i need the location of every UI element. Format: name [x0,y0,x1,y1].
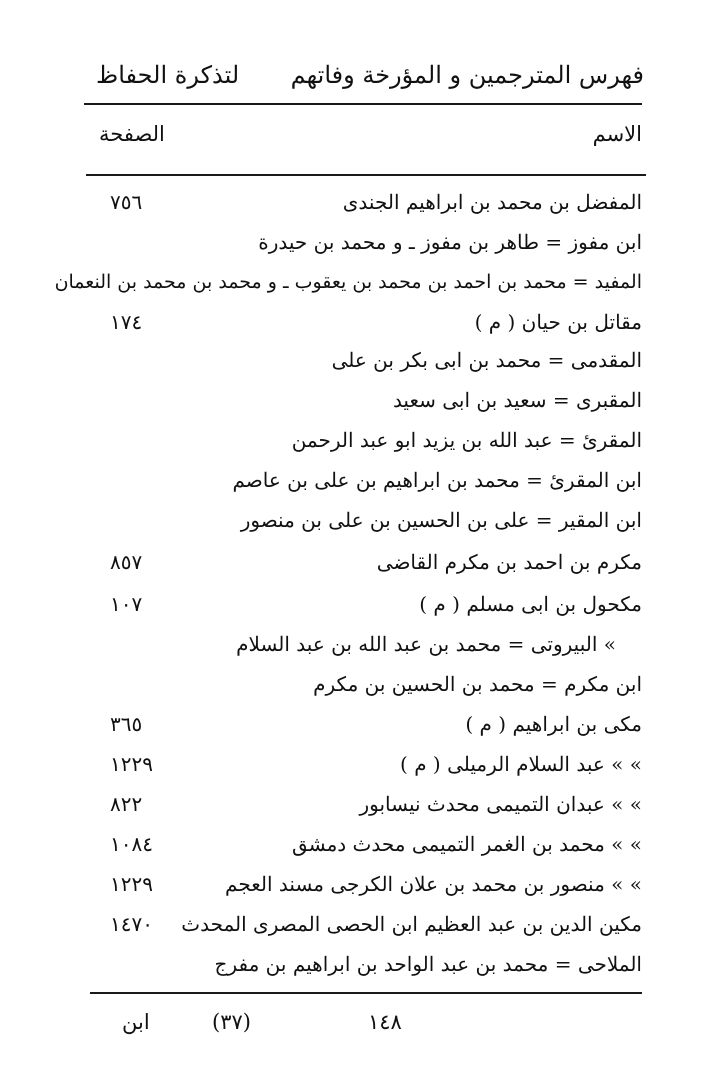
running-title: فهرس المترجمين و المؤرخة وفاتهم [290,61,644,89]
entry-page: ٣٦٥ [110,712,143,736]
entry-page: ١٢٢٩ [110,872,153,896]
entry-name: » » منصور بن محمد بن علان الكرجى مسند العجم [225,872,642,896]
index-entry [0,744,726,784]
index-entry [0,704,726,744]
entry-name: مكرم بن احمد بن مكرم القاضى [376,550,642,574]
index-entry [0,542,726,582]
entry-name: المفضل بن محمد بن ابراهيم الجندى [342,190,642,214]
entry-name: ابن مفوز = طاهر بن مفوز ـ و محمد بن حيدرة [258,230,642,254]
entry-page: ٨٥٧ [110,550,143,574]
column-header-rule [86,174,646,176]
entry-name: » » محمد بن الغمر التميمى محدث دمشق [292,832,642,856]
entry-name: مكحول بن ابى مسلم ( م ) [419,592,642,616]
index-entry [0,784,726,824]
entry-page: ٨٢٢ [110,792,143,816]
entry-name: ابن المقرئ = محمد بن ابراهيم بن على بن عاصم [232,468,642,492]
index-entry [0,904,726,944]
index-entry [0,302,726,342]
index-entry [0,340,726,380]
entry-name: الملاحى = محمد بن عبد الواحد بن ابراهيم بن مفرج [214,952,642,976]
entry-name: مقاتل بن حيان ( م ) [474,310,642,334]
entry-name: المفيد = محمد بن احمد بن محمد بن يعقوب ـ و محمد بن محمد بن النعمان [54,271,642,293]
signature-mark: (٣٧) [212,1010,251,1034]
entry-page: ١٧٤ [110,310,143,334]
index-entry [0,380,726,420]
column-header-page: الصفحة [99,122,165,146]
entry-name: » » عبدان التميمى محدث نيسابور [359,792,642,816]
index-entry [0,824,726,864]
index-entry [0,262,726,302]
entry-name: مكى بن ابراهيم ( م ) [465,712,642,736]
index-entry [0,624,726,664]
index-entry [0,460,726,500]
index-entry [0,944,726,984]
index-entry [0,864,726,904]
entry-name: المقدمى = محمد بن ابى بكر بن على [331,348,642,372]
entry-name: المقبرى = سعيد بن ابى سعيد [392,388,642,412]
entry-page: ١٤٧٠ [110,912,153,936]
entry-name: ابن مكرم = محمد بن الحسين بن مكرم [313,672,642,696]
entry-name: ابن المقير = على بن الحسين بن على بن منصور [240,508,642,532]
page-number: ١٤٨ [368,1010,402,1034]
catchword: ابن [122,1010,150,1034]
entry-page: ١٢٢٩ [110,752,153,776]
index-entry [0,182,726,222]
index-entry [0,500,726,540]
entry-page: ٧٥٦ [110,190,143,214]
footer-rule [90,992,642,994]
entry-name: المقرئ = عبد الله بن يزيد ابو عبد الرحمن [291,428,642,452]
index-entry [0,664,726,704]
entry-name: » » عبد السلام الرميلى ( م ) [400,752,642,776]
entry-page: ١٠٨٤ [110,832,153,856]
index-entry [0,222,726,262]
index-entry [0,584,726,624]
entry-name: » البيروتى = محمد بن عبد الله بن عبد السلام [236,632,616,656]
index-entry [0,420,726,460]
column-header-name: الاسم [592,122,642,146]
header-rule [84,103,642,105]
entry-page: ١٠٧ [110,592,143,616]
entry-name: مكين الدين بن عبد العظيم ابن الحصى المصرى المحدث [181,912,642,936]
book-title: لتذكرة الحفاظ [96,61,240,89]
